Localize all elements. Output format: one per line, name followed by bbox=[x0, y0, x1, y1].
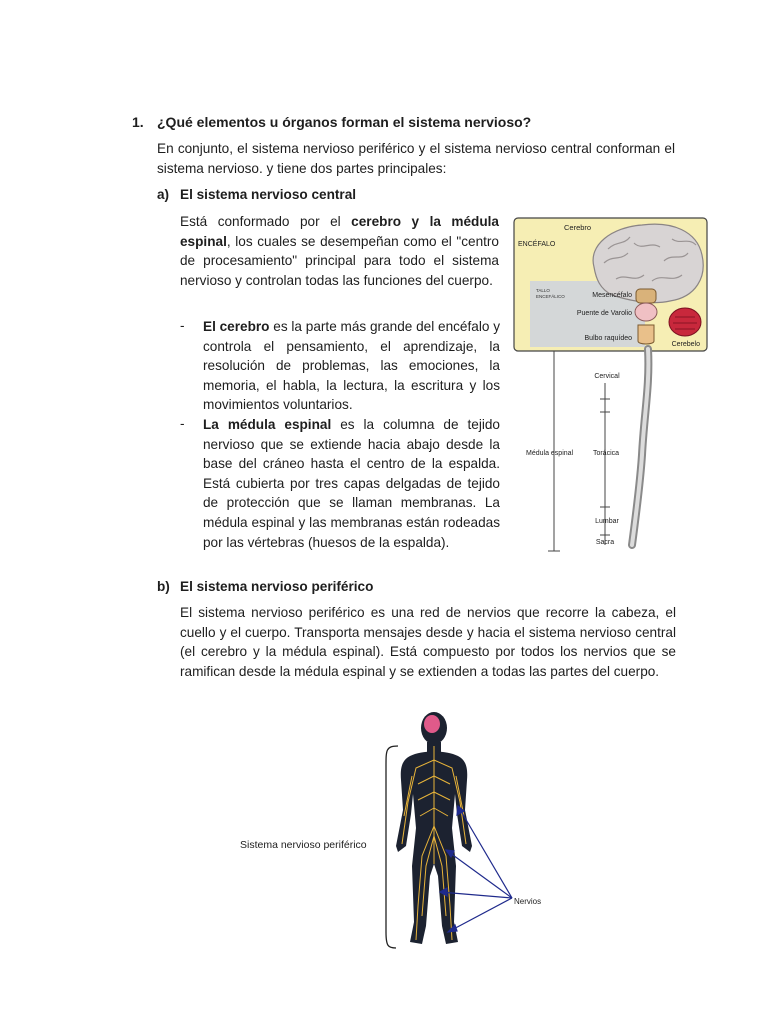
bullet-dash-medula: - bbox=[180, 416, 185, 431]
bullet-medula bbox=[203, 415, 500, 552]
label-lumbar: Lumbar bbox=[595, 518, 619, 525]
bullet-medula-bold: La médula espinal bbox=[203, 417, 332, 432]
section-a-title: El sistema nervioso central bbox=[180, 187, 357, 202]
label-cerebelo: Cerebelo bbox=[671, 341, 700, 348]
puente-shape bbox=[635, 303, 657, 321]
label-toracica: Torácica bbox=[592, 450, 620, 457]
bullet-dash-cerebro: - bbox=[180, 318, 185, 333]
section-b-letter: b) bbox=[157, 579, 170, 594]
section-a-para-bold: cerebro y la médula espinal bbox=[180, 214, 499, 249]
label-bulbo: Bulbo raquídeo bbox=[584, 335, 632, 342]
section-b-paragraph: El sistema nervioso periférico es una red de nervios que recorre la cabeza, el cuello y el cuerpo. Transporta mensajes desde y hacia el sistema nervioso central (el cerebro y la médula espinal). Está compuesto por todos los nervios que se ramifican desde la médula espinal y se extienden a todas las partes del cuerpo. bbox=[180, 605, 676, 679]
bullet-cerebro-bold: El cerebro bbox=[203, 319, 270, 334]
cerebelo-icon bbox=[669, 308, 701, 336]
section-a-para-post: , los cuales se desempeñan como el "centro de procesamiento" principal para todo el sistema nervioso y controlan todas las funciones del cuerpo. bbox=[180, 233, 499, 288]
question-title: ¿Qué elementos u órganos forman el sistema nervioso? bbox=[157, 114, 532, 130]
section-b-title: El sistema nervioso periférico bbox=[180, 579, 374, 594]
section-a-paragraph bbox=[180, 212, 499, 290]
question-number: 1. bbox=[132, 114, 144, 130]
label-tallo-2: ENCEFÁLICO bbox=[536, 294, 565, 299]
label-mesencefalo: Mesencéfalo bbox=[592, 292, 632, 299]
intro-paragraph: En conjunto, el sistema nervioso periférico y el sistema nervioso central conforman el sistema nervioso. y tiene dos partes principales: bbox=[157, 141, 675, 176]
pns-figure bbox=[236, 706, 566, 954]
label-nervios: Nervios bbox=[514, 897, 542, 906]
section-a-para-pre: Está conformado por el bbox=[180, 214, 352, 229]
label-sistema-periferico: Sistema nervioso periférico bbox=[240, 839, 367, 851]
mesencefalo-shape bbox=[636, 289, 656, 303]
bullet-medula-text: es la columna de tejido nervioso que se extiende hacia abajo desde la base del cráneo hasta el centro de la espalda. Está cubierta por tres capas delgadas de tejido de protección que se llaman membranas. La médula espinal y las membranas están rodeadas por las vértebras (huesos de la espalda). bbox=[203, 417, 500, 550]
label-tallo-1: TALLO bbox=[536, 288, 550, 293]
pns-bracket bbox=[386, 746, 398, 948]
label-sacra: Sacra bbox=[595, 539, 615, 546]
label-medula: Médula espinal bbox=[526, 450, 574, 457]
cns-figure bbox=[512, 215, 710, 560]
bulbo-shape bbox=[638, 325, 654, 344]
bullet-cerebro-text: es la parte más grande del encéfalo y controla el pensamiento, el aprendizaje, la resolución de problemas, las emociones, la memoria, el habla, la lectura, la escritura y los movimientos voluntarios. bbox=[203, 319, 500, 413]
label-puente: Puente de Varolio bbox=[576, 310, 632, 317]
label-encefalo: ENCÉFALO bbox=[518, 241, 556, 248]
label-cervical: Cervical bbox=[594, 373, 620, 380]
bullet-cerebro bbox=[203, 317, 500, 415]
label-cerebro: Cerebro bbox=[564, 223, 592, 232]
section-a-letter: a) bbox=[157, 187, 170, 202]
